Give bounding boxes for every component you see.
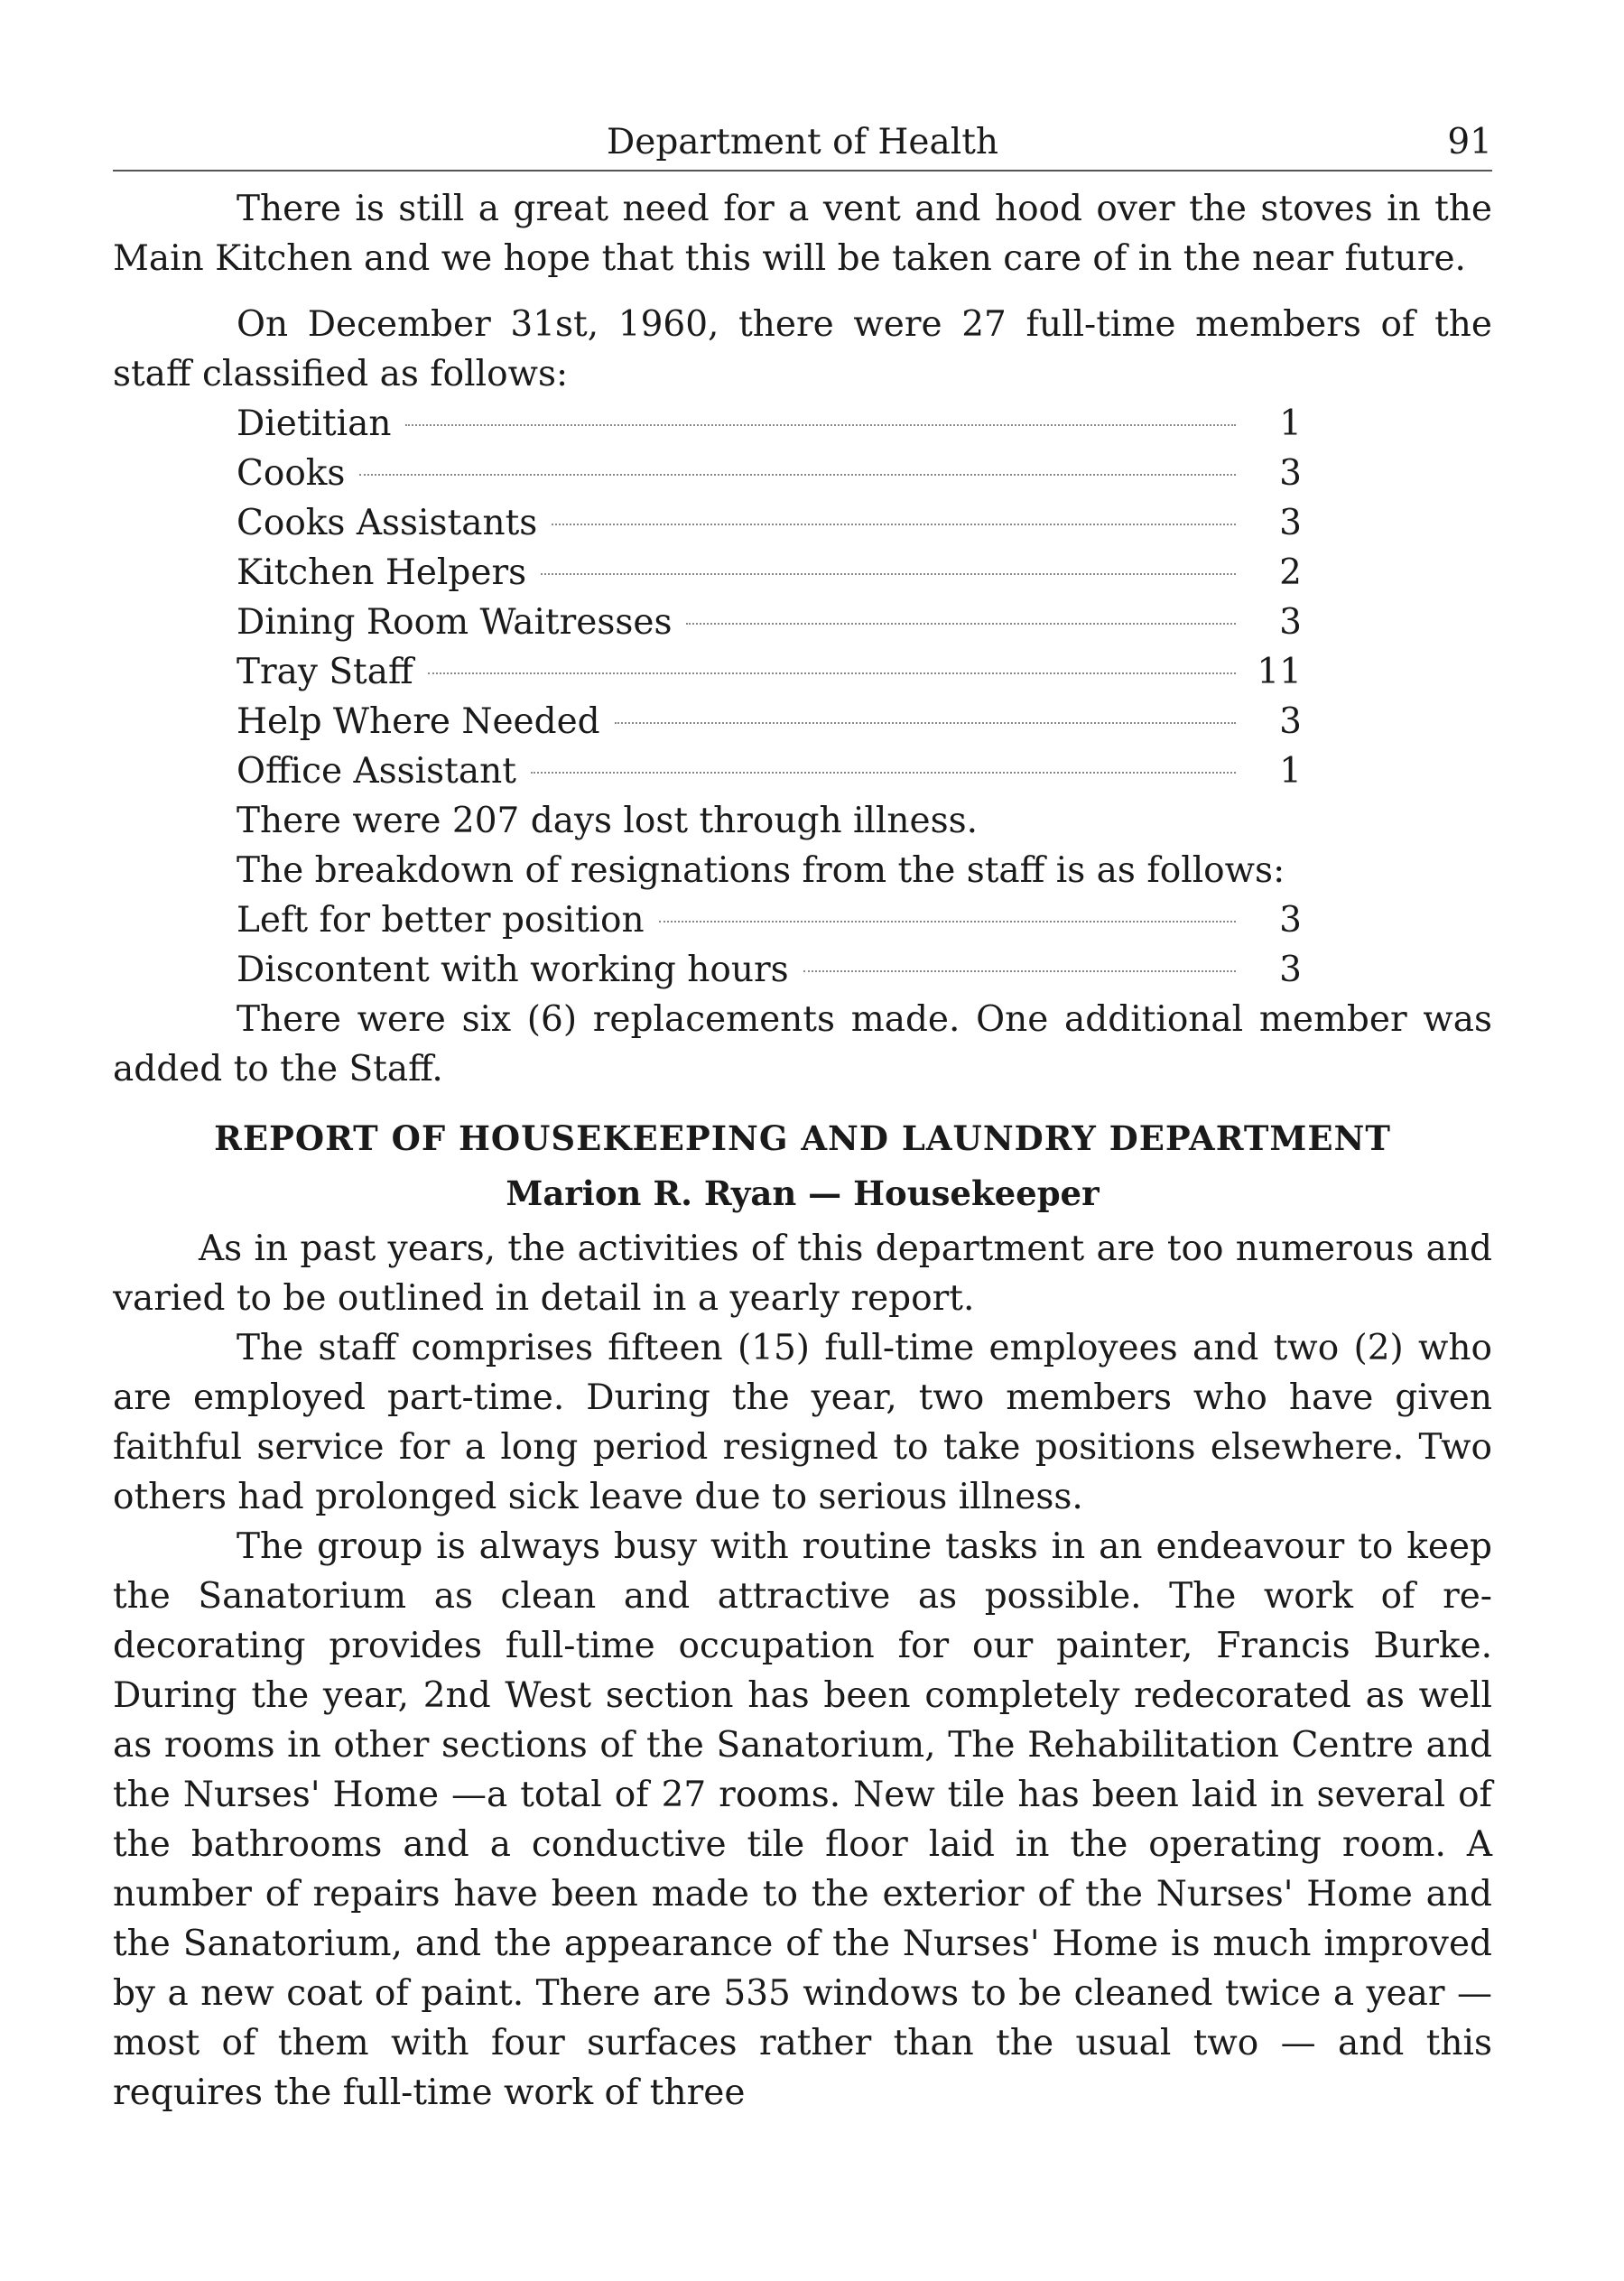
paragraph-vent-hood: There is still a great need for a vent and hood over the stoves in the Main Kitchen and we hope that this will be taken care of in the near future. — [113, 189, 1492, 279]
staff-role-count: 3 — [1279, 701, 1302, 742]
dot-leader — [686, 623, 1236, 625]
staff-role-count: 1 — [1279, 751, 1302, 792]
paragraph-replacements: There were six (6) replacements made. One additional member was added to the Staff. — [113, 999, 1492, 1090]
resignation-count: 3 — [1279, 950, 1302, 990]
staff-role-label: Dining Room Waitresses — [237, 602, 673, 643]
dot-leader — [803, 970, 1236, 972]
resignation-reason: Left for better position — [237, 900, 645, 941]
staff-role-count: 3 — [1279, 503, 1302, 543]
dot-leader — [541, 573, 1236, 575]
resignations-intro: The breakdown of resignations from the staff is as follows: — [237, 850, 1285, 891]
dot-leader — [552, 524, 1236, 525]
dot-leader — [405, 424, 1236, 426]
staff-role-label: Office Assistant — [237, 751, 516, 792]
lost-days-line: There were 207 days lost through illness. — [237, 801, 978, 841]
staff-role-count: 3 — [1279, 453, 1302, 494]
list-item — [237, 895, 1302, 945]
resignations-list — [237, 895, 1302, 995]
list-item — [237, 598, 1302, 647]
document-page — [113, 117, 1492, 2118]
staff-role-count: 11 — [1257, 652, 1302, 692]
list-item — [237, 449, 1302, 498]
dot-leader — [659, 921, 1236, 923]
section-heading: REPORT OF HOUSEKEEPING AND LAUNDRY DEPARTMENT — [214, 1118, 1391, 1158]
resignation-reason: Discontent with working hours — [237, 950, 789, 990]
section-byline: Marion R. Ryan — Housekeeper — [506, 1173, 1100, 1213]
staff-role-label: Cooks — [237, 453, 346, 494]
list-item — [237, 399, 1302, 449]
paragraph-staff-composition: The staff comprises fifteen (15) full-time employees and two (2) who are employed part-time. During the year, two members who have given faithful service for a long period resigned to take positions elsewhere. Two others had prolonged sick leave due to serious illness. — [113, 1328, 1492, 1517]
staff-classification-list — [237, 399, 1302, 796]
resignation-count: 3 — [1279, 900, 1302, 941]
staff-role-count: 1 — [1279, 403, 1302, 444]
dot-leader — [531, 772, 1236, 774]
list-item — [237, 746, 1302, 796]
header-title: Department of Health — [606, 122, 999, 162]
page-number: 91 — [1447, 122, 1492, 162]
list-item — [237, 548, 1302, 598]
list-item — [237, 498, 1302, 548]
dot-leader — [359, 474, 1236, 476]
paragraph-routine-tasks: The group is always busy with routine tasks in an endeavour to keep the Sanatorium as clean and attractive as possible. The work of re-decorating provides full-time occupation for our painter, Francis Burke. During the year, 2nd West section has been completely redecorated as well as rooms in other sections of the Sanatorium, The Rehabilitation Centre and the Nurses' Home —a total of 27 rooms. New tile has been laid in several of the bathrooms and a conductive tile floor laid in the operating room. A number of repairs have been made to the exterior of the Nurses' Home and the Sanatorium, and the appearance of the Nurses' Home is much improved by a new coat of paint. There are 535 windows to be cleaned twice a year — most of them with four surfaces rather than the usual two — and this requires the full-time work of three — [113, 1526, 1492, 2113]
dot-leader — [428, 672, 1236, 674]
staff-role-label: Tray Staff — [237, 652, 413, 692]
paragraph-activities: As in past years, the activities of this department are too numerous and varied to be outlined in detail in a yearly report. — [113, 1229, 1492, 1319]
running-header — [113, 117, 1492, 172]
staff-role-label: Cooks Assistants — [237, 503, 538, 543]
staff-role-label: Help Where Needed — [237, 701, 600, 742]
staff-role-label: Kitchen Helpers — [237, 552, 527, 593]
list-item — [237, 945, 1302, 995]
dot-leader — [615, 722, 1236, 724]
staff-role-count: 2 — [1279, 552, 1302, 593]
paragraph-staff-intro: On December 31st, 1960, there were 27 full-time members of the staff classified as follows: — [113, 304, 1492, 394]
staff-role-count: 3 — [1279, 602, 1302, 643]
staff-role-label: Dietitian — [237, 403, 392, 444]
list-item — [237, 697, 1302, 746]
list-item — [237, 647, 1302, 697]
